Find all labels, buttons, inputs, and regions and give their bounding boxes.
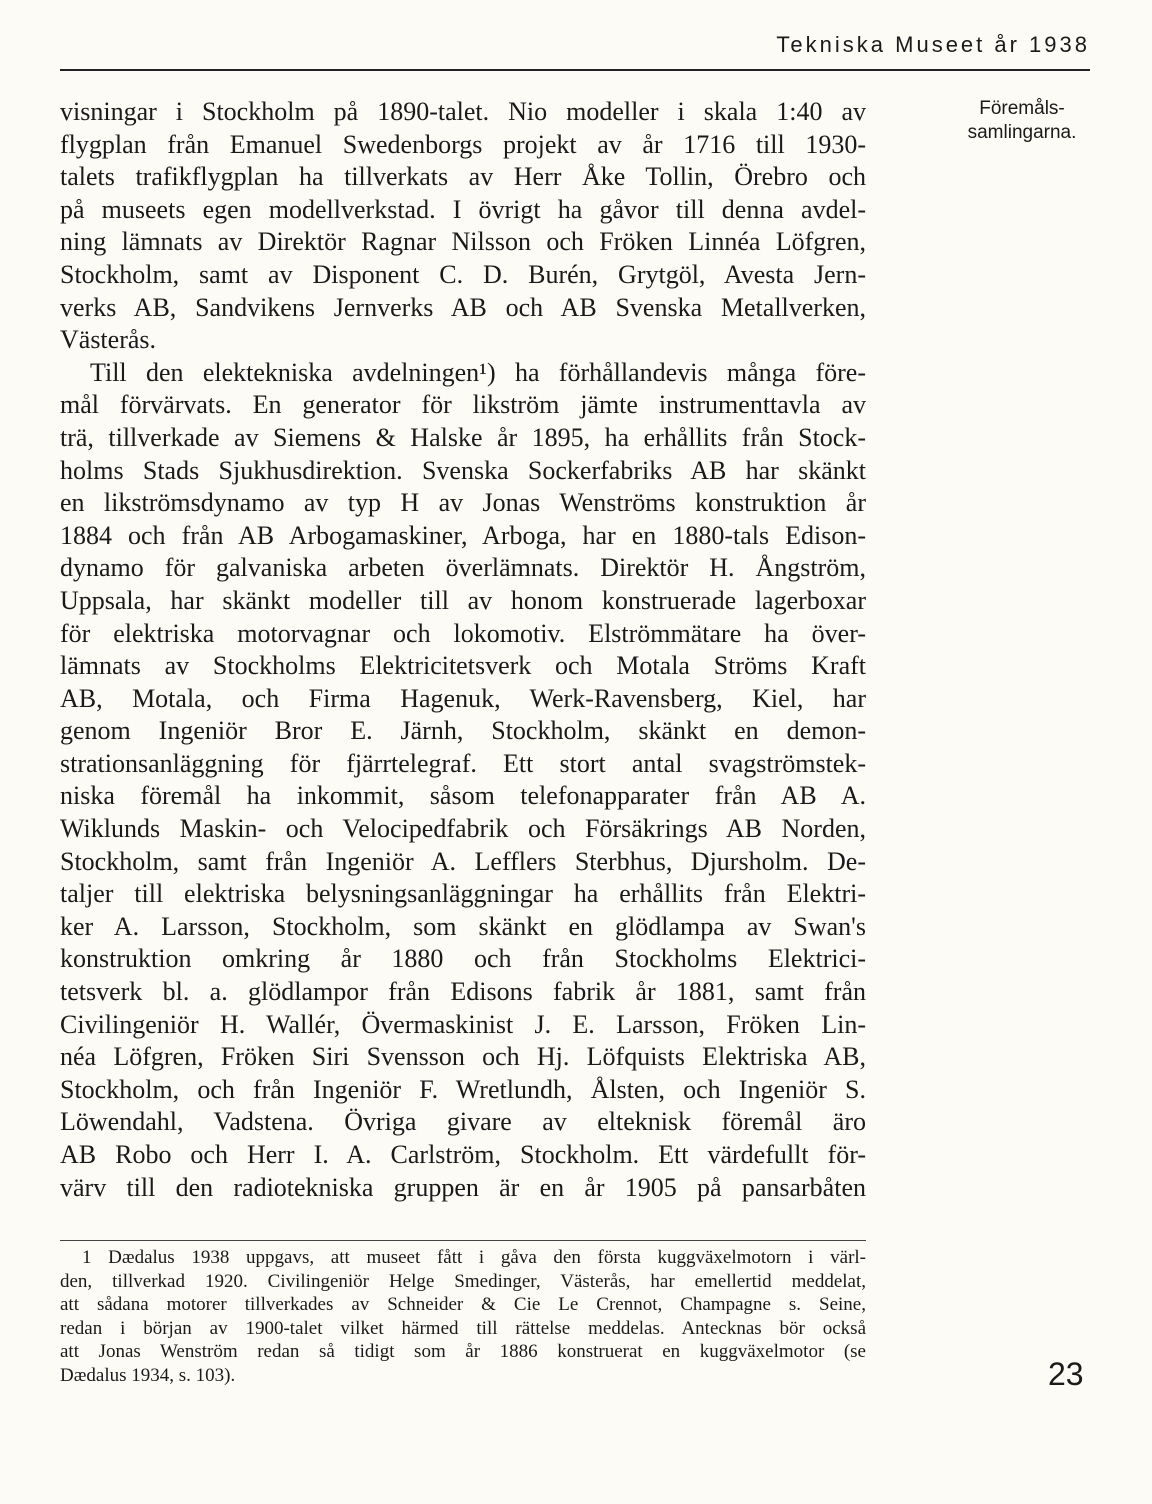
body-line: holms Stads Sjukhusdirektion. Svenska Sockerfabriks AB har skänkt xyxy=(60,455,866,485)
body-line: Löwendahl, Vadstena. Övriga givare av elteknisk föremål äro xyxy=(60,1107,866,1137)
body-line: genom Ingeniör Bror E. Järnh, Stockholm, skänkt en demon- xyxy=(60,716,866,746)
margin-note-line-2: samlingarna. xyxy=(967,122,1077,143)
body-line: Civilingeniör H. Wallér, Övermaskinist J. E. Larsson, Fröken Lin- xyxy=(60,1009,866,1039)
body-line: en likströmsdynamo av typ H av Jonas Wenströms konstruktion år xyxy=(60,488,866,518)
body-line: lämnats av Stockholms Elektricitetsverk och Motala Ströms Kraft xyxy=(60,651,866,681)
body-line: AB, Motala, och Firma Hagenuk, Werk-Ravensberg, Kiel, har xyxy=(60,683,866,713)
body-line: Stockholm, samt av Disponent C. D. Burén, Grytgöl, Avesta Jern- xyxy=(60,259,866,289)
body-line: för elektriska motorvagnar och lokomotiv. Elströmmätare ha över- xyxy=(60,618,866,648)
body-line: néa Löfgren, Fröken Siri Svensson och Hj. Löfquists Elektriska AB, xyxy=(60,1042,866,1072)
body-line: Uppsala, har skänkt modeller till av honom konstruerade lagerboxar xyxy=(60,585,866,615)
body-line: värv till den radiotekniska gruppen är en år 1905 på pansarbåten xyxy=(60,1172,866,1202)
body-line: Stockholm, samt från Ingeniör A. Lefflers Sterbhus, Djursholm. De- xyxy=(60,846,866,876)
footnote-line: att sådana motorer tillverkades av Schneider & Cie Le Crennot, Champagne s. Seine, xyxy=(60,1294,866,1315)
footnote-line: redan i början av 1900-talet vilket härmed till rättelse meddelas. Antecknas bör också xyxy=(60,1317,866,1339)
body-line: Stockholm, och från Ingeniör F. Wretlundh, Ålsten, och Ingeniör S. xyxy=(60,1074,866,1104)
body-line: trä, tillverkade av Siemens & Halske år 1895, ha erhållits från Stock- xyxy=(60,422,866,452)
body-line: AB Robo och Herr I. A. Carlström, Stockholm. Ett värdefullt för- xyxy=(60,1140,866,1169)
body-line: strationsanläggning för fjärrtelegraf. Ett stort antal svagströmstek- xyxy=(60,748,866,778)
body-line: mål förvärvats. En generator för likström jämte instrumenttavla av xyxy=(60,390,866,420)
body-line: taljer till elektriska belysningsanläggningar ha erhållits från Elektri- xyxy=(60,879,866,909)
page-number: 23 xyxy=(1048,1356,1084,1392)
body-line: 1884 och från AB Arbogamaskiner, Arboga, har en 1880-tals Edison- xyxy=(60,520,866,550)
main-text xyxy=(60,96,866,1204)
body-line: dynamo för galvaniska arbeten överlämnats. Direktör H. Ångström, xyxy=(60,553,866,583)
body-line: på museets egen modellverkstad. I övrigt ha gåvor till denna avdel- xyxy=(60,194,866,224)
margin-note-line-1: Föremåls- xyxy=(979,98,1065,119)
footnote-line: den, tillverkad 1920. Civilingeniör Helge Smedinger, Västerås, har emellertid meddelat, xyxy=(60,1270,866,1292)
footnote xyxy=(60,1246,866,1387)
body-line: ning lämnats av Direktör Ragnar Nilsson och Fröken Linnéa Löfgren, xyxy=(60,227,866,257)
footnote-line: Dædalus 1934, s. 103). xyxy=(60,1364,236,1386)
body-line: talets trafikflygplan ha tillverkats av Herr Åke Tollin, Örebro och xyxy=(60,162,866,192)
body-line: verks AB, Sandvikens Jernverks AB och AB Svenska Metallverken, xyxy=(60,292,866,322)
header-rule xyxy=(60,69,1090,71)
footnote-rule xyxy=(60,1240,866,1241)
body-line: flygplan från Emanuel Swedenborgs projekt av år 1716 till 1930- xyxy=(60,129,866,159)
footnote-line: 1 Dædalus 1938 uppgavs, att museet fått i gåva den första kuggväxelmotorn i värl- xyxy=(82,1247,866,1268)
running-title: Tekniska Museet år 1938 xyxy=(776,32,1090,57)
body-line: visningar i Stockholm på 1890-talet. Nio modeller i skala 1:40 av xyxy=(60,97,866,126)
body-line: ker A. Larsson, Stockholm, som skänkt en glödlampa av Swan's xyxy=(60,911,866,941)
body-line: niska föremål ha inkommit, såsom telefonapparater från AB A. xyxy=(60,781,866,811)
body-line: konstruktion omkring år 1880 och från Stockholms Elektrici- xyxy=(60,944,866,974)
footnote-line: att Jonas Wenström redan så tidigt som år 1886 konstruerat en kuggväxelmotor (se xyxy=(60,1341,866,1362)
body-line: Till den elektekniska avdelningen¹) ha förhållandevis många före- xyxy=(90,357,866,387)
body-line: Wiklunds Maskin- och Velocipedfabrik och Försäkrings AB Norden, xyxy=(60,814,866,844)
body-line: Västerås. xyxy=(60,325,157,355)
margin-note xyxy=(942,97,1102,145)
body-line: tetsverk bl. a. glödlampor från Edisons fabrik år 1881, samt från xyxy=(60,977,866,1007)
